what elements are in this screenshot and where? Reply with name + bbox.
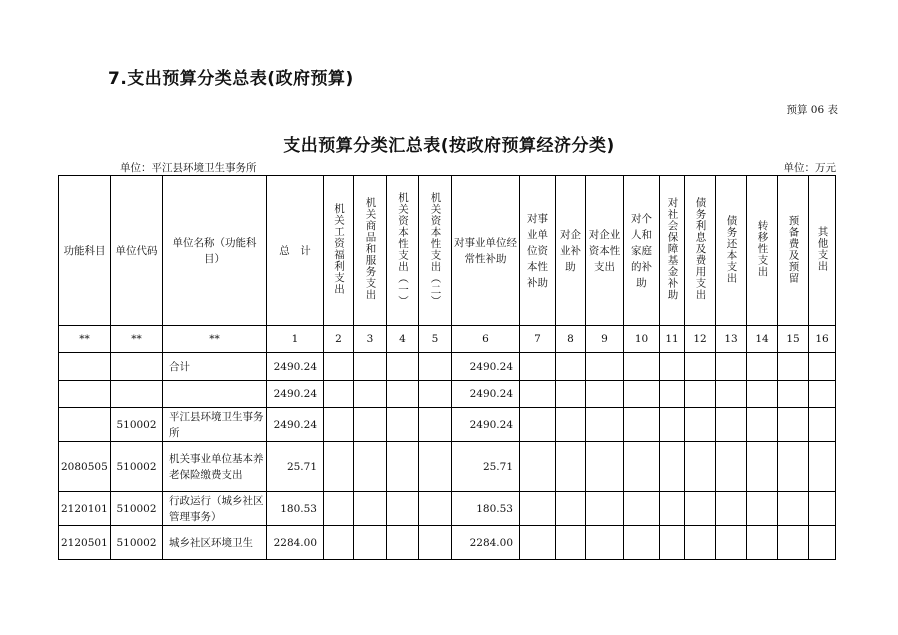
index-cell: 1 [267, 326, 324, 353]
table-row [59, 408, 836, 442]
header-col-9: 对企业资本性支出 [586, 176, 624, 326]
index-cell: 9 [586, 326, 624, 353]
func-cell: 2120101 [59, 492, 111, 526]
header-col-8: 对企业补助 [556, 176, 586, 326]
header-row [59, 176, 836, 326]
subsidy-cell: 25.71 [452, 442, 520, 492]
code-cell: 510002 [111, 442, 163, 492]
code-cell: 510002 [111, 492, 163, 526]
index-cell: ** [163, 326, 267, 353]
table-number: 预算 06 表 [786, 104, 838, 116]
code-cell: 510002 [111, 526, 163, 560]
header-col-13: 债务还本支出 [716, 176, 747, 326]
header-col-10: 对个人和家庭的补助 [624, 176, 660, 326]
unit-currency: 单位：万元 [783, 162, 836, 174]
total-cell: 25.71 [267, 442, 324, 492]
header-col-2: 机关工资福利支出 [324, 176, 354, 326]
subsidy-cell: 2284.00 [452, 526, 520, 560]
subsidy-cell: 2490.24 [452, 381, 520, 408]
index-cell: ** [59, 326, 111, 353]
header-col-12: 债务利息及费用支出 [685, 176, 716, 326]
func-cell: 2120501 [59, 526, 111, 560]
table-row [59, 492, 836, 526]
name-cell: 城乡社区环境卫生 [163, 526, 267, 560]
header-col-16: 其他支出 [809, 176, 836, 326]
header-function-subject: 功能科目 [59, 176, 111, 326]
index-cell: 7 [520, 326, 556, 353]
index-cell: 16 [809, 326, 836, 353]
header-total: 总 计 [267, 176, 324, 326]
table-row [59, 442, 836, 492]
func-cell [59, 353, 111, 381]
page-heading: 7.支出预算分类总表(政府预算) [108, 69, 354, 89]
name-cell [163, 381, 267, 408]
index-row [59, 326, 836, 353]
table-row-total [59, 353, 836, 381]
table-row [59, 381, 836, 408]
header-col-11: 对社会保障基金补助 [660, 176, 685, 326]
func-cell: 2080505 [59, 442, 111, 492]
total-cell: 2490.24 [267, 381, 324, 408]
name-cell: 合计 [163, 353, 267, 381]
header-col-4: 机关资本性支出（一） [387, 176, 419, 326]
subsidy-cell: 180.53 [452, 492, 520, 526]
subsidy-cell: 2490.24 [452, 353, 520, 381]
header-col-14: 转移性支出 [747, 176, 778, 326]
index-cell: 13 [716, 326, 747, 353]
index-cell: 15 [778, 326, 809, 353]
func-cell [59, 408, 111, 442]
total-cell: 2490.24 [267, 353, 324, 381]
name-cell: 机关事业单位基本养老保险缴费支出 [163, 442, 267, 492]
table-row [59, 526, 836, 560]
header-unit-code: 单位代码 [111, 176, 163, 326]
header-col-6: 对事业单位经常性补助 [452, 176, 520, 326]
total-cell: 180.53 [267, 492, 324, 526]
total-cell: 2284.00 [267, 526, 324, 560]
func-cell [59, 381, 111, 408]
subsidy-cell: 2490.24 [452, 408, 520, 442]
index-cell: 3 [354, 326, 387, 353]
index-cell: 8 [556, 326, 586, 353]
header-col-3: 机关商品和服务支出 [354, 176, 387, 326]
header-unit-name: 单位名称（功能科目） [163, 176, 267, 326]
index-cell: 14 [747, 326, 778, 353]
code-cell: 510002 [111, 408, 163, 442]
unit-organization: 单位：平江县环境卫生事务所 [120, 162, 257, 174]
total-cell: 2490.24 [267, 408, 324, 442]
name-cell: 平江县环境卫生事务所 [163, 408, 267, 442]
index-cell: 5 [419, 326, 452, 353]
index-cell: 6 [452, 326, 520, 353]
index-cell: ** [111, 326, 163, 353]
table-title: 支出预算分类汇总表(按政府预算经济分类) [283, 136, 615, 156]
budget-table [58, 175, 836, 560]
index-cell: 12 [685, 326, 716, 353]
header-col-5: 机关资本性支出（二） [419, 176, 452, 326]
header-col-15: 预备费及预留 [778, 176, 809, 326]
index-cell: 10 [624, 326, 660, 353]
index-cell: 2 [324, 326, 354, 353]
index-cell: 4 [387, 326, 419, 353]
name-cell: 行政运行（城乡社区管理事务） [163, 492, 267, 526]
index-cell: 11 [660, 326, 685, 353]
code-cell [111, 353, 163, 381]
header-col-7: 对事业单位资本性补助 [520, 176, 556, 326]
code-cell [111, 381, 163, 408]
